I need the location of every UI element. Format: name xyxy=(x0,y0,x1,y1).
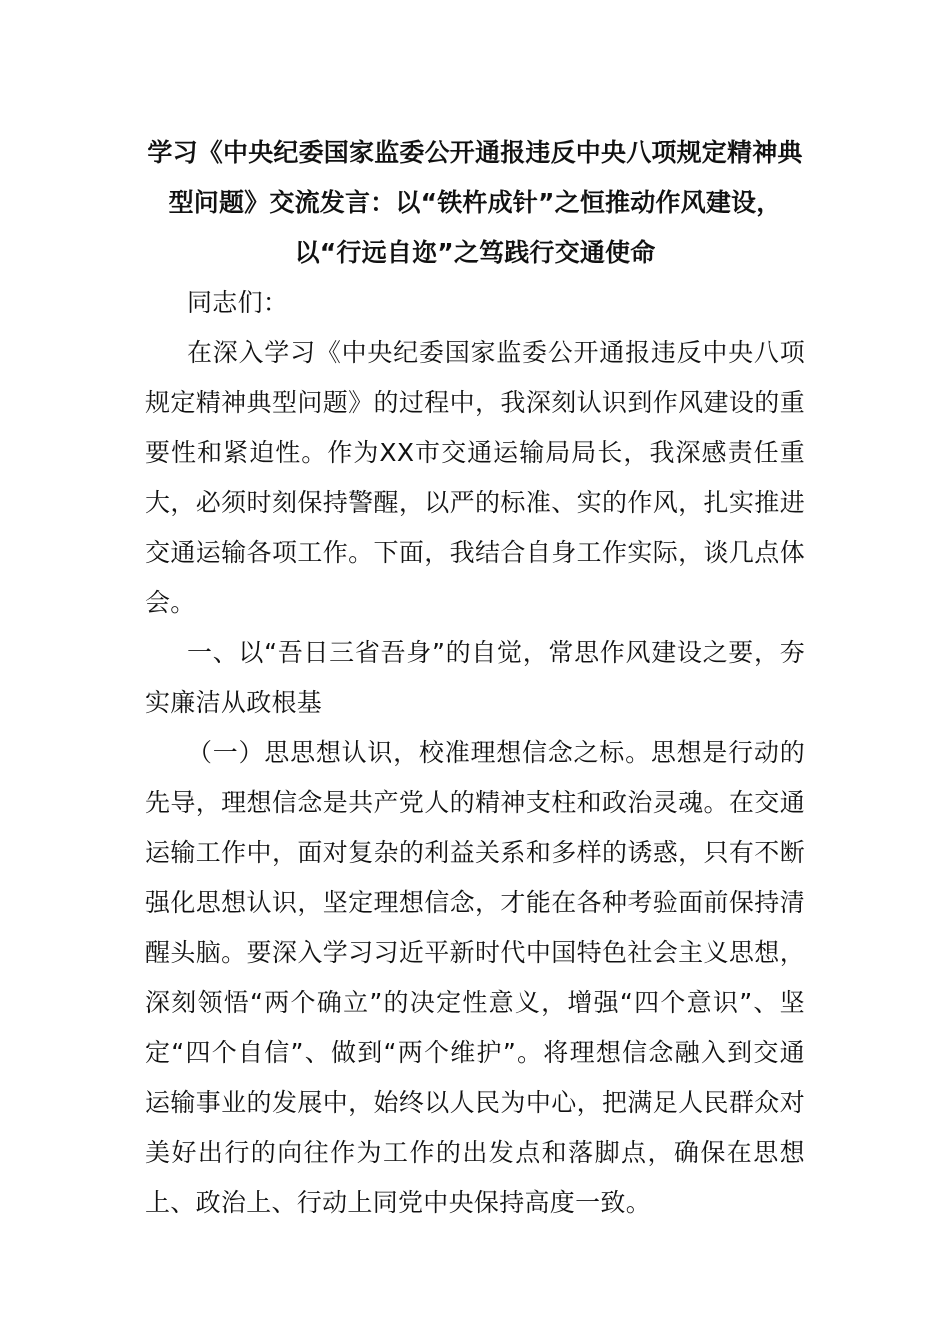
section-heading-1: 一、以“吾日三省吾身”的自觉，常思作风建设之要，夯实廉洁从政根基 xyxy=(145,638,805,717)
paragraph-1-1: （一）思思想认识，校准理想信念之标。思想是行动的先导，理想信念是共产党人的精神支柱和政治灵魂。在交通运输工作中，面对复杂的利益关系和多样的诱惑，只有不断强化思想认识，坚定理想信念，才能在各种考验面前保持清醒头脑。要深入学习习近平新时代中国特色社会主义思想，深刻领悟“两个确立”的决定性意义，增强“四个意识”、坚定“四个自信”、做到“两个维护”。将理想信念融入到交通运输事业的发展中，始终以人民为中心，把满足人民群众对美好出行的向往作为工作的出发点和落脚点，确保在思想上、政治上、行动上同党中央保持高度一致。 xyxy=(145,738,805,1217)
salutation: 同志们： xyxy=(187,288,289,317)
paragraph-intro: 在深入学习《中央纪委国家监委公开通报违反中央八项规定精神典型问题》的过程中，我深刻认识到作风建设的重要性和紧迫性。作为XX市交通运输局局长，我深感责任重大，必须时刻保持警醒，以严的标准、实的作风，扎实推进交通运输各项工作。下面，我结合自身工作实际，谈几点体会。 xyxy=(145,338,805,617)
document-page xyxy=(145,128,805,1228)
document-title: 学习《中央纪委国家监委公开通报违反中央八项规定精神典型问题》交流发言：以“铁杵成针”之恒推动作风建设，以“行远自迩”之笃践行交通使命 xyxy=(147,138,803,267)
